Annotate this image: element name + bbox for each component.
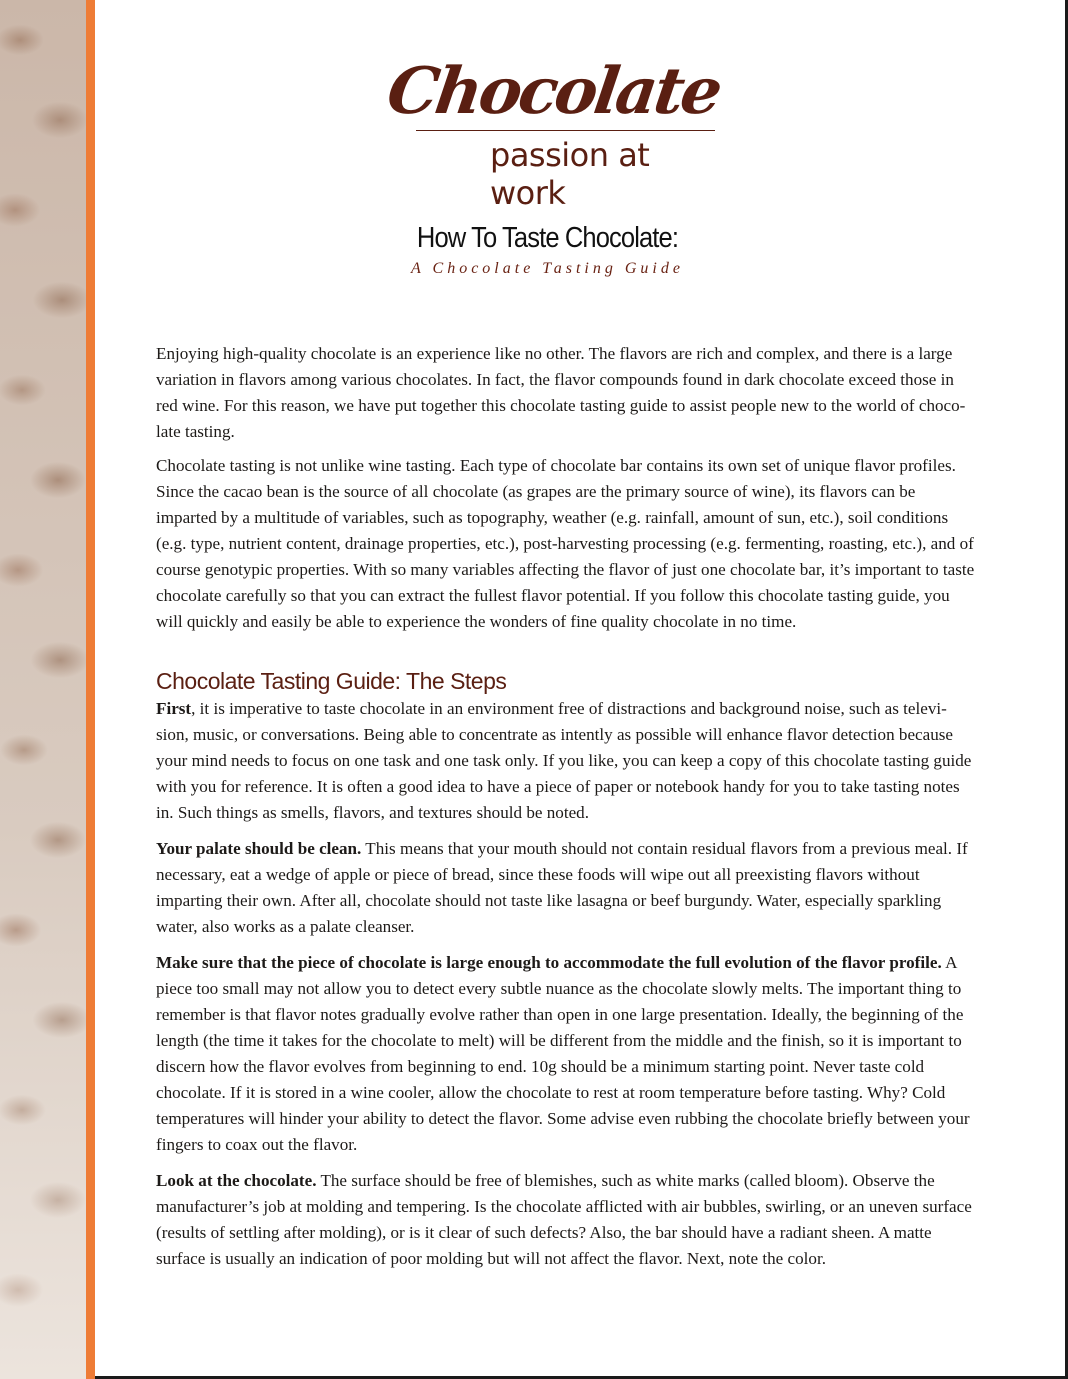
logo-wordmark: Chocolate	[382, 54, 725, 129]
step-text: This means that your mouth should not contain residual flavors from a previous meal. If necessary, eat a wedge of apple or piece of bread, since these foods will wipe out all preexisting flavors without imparting their own. After all, chocolate should not taste like lasagna or beef burgundy. Water, especially sparkling water, also works as a palate cleanser.	[156, 839, 968, 936]
step-paragraph-palate	[156, 836, 976, 940]
section-heading: Chocolate Tasting Guide: The Steps	[156, 668, 507, 694]
logo-divider	[416, 130, 715, 131]
page-title: How To Taste Chocolate:	[416, 222, 679, 254]
orange-accent-bar	[86, 0, 95, 1379]
step-lead: Make sure that the piece of chocolate is large enough to accommodate the full evolution of the flavor profile.	[156, 953, 942, 972]
step-text: The surface should be free of blemishes, such as white marks (called bloom). Observe the manufacturer’s job at molding and tempering. Is the chocolate afflicted with air bubbles, swirling, or an uneven surface (results of settling after molding), or is it clear of such defects? Also, the bar should have a radiant sheen. A matte surface is usually an indication of poor molding but will not affect the flavor. Next, note the color.	[156, 1171, 972, 1268]
step-lead: Look at the chocolate.	[156, 1171, 317, 1190]
step-paragraph-look	[156, 1168, 976, 1272]
step-paragraph-first	[156, 696, 976, 826]
step-lead: Your palate should be clean.	[156, 839, 362, 858]
page-subtitle: A Chocolate Tasting Guide	[411, 260, 684, 277]
step-paragraph-size	[156, 950, 976, 1158]
intro-paragraph-2: Chocolate tasting is not unlike wine tasting. Each type of chocolate bar contains its own set of unique flavor profiles. Since the cacao bean is the source of all chocolate (as grapes are the primary source of wine), its flavors can be imparted by a multitude of variables, such as topography, weather (e.g. rainfall, amount of sun, etc.), soil conditions (e.g. type, nutrient content, drainage properties, etc.), post-harvesting processing (e.g. fermenting, roasting, etc.), and of course genotypic properties. With so many variables affecting the flavor of just one chocolate bar, it’s important to taste chocolate carefully so that you can extract the fullest flavor potential. If you follow this chocolate tasting guide, you will quickly and easily be able to experience the wonders of fine quality chocolate in no time.	[156, 456, 975, 631]
article-body	[156, 341, 976, 1280]
chocolate-logo	[380, 50, 725, 212]
logo-tagline: passion at work	[490, 136, 650, 212]
cocoa-bean-background-strip	[0, 0, 86, 1379]
intro-paragraph-1: Enjoying high-quality chocolate is an experience like no other. The flavors are rich and complex, and there is a large variation in flavors among various chocolates. In fact, the flavor compounds found in dark chocolate exceed those in red wine. For this reason, we have put together this chocolate tasting guide to assist people new to the world of choco-late tasting.	[156, 344, 966, 441]
step-text: A piece too small may not allow you to detect every subtle nuance as the chocolate slowly melts. The important thing to remember is that flavor notes gradually evolve rather than open in one large presentation. Ideally, the beginning of the length (the time it takes for the chocolate to melt) will be different from the middle and the finish, so it is important to discern how the flavor evolves from beginning to end. 10g should be a minimum starting point. Never taste cold chocolate. If it is stored in a wine cooler, allow the chocolate to rest at room temperature before tasting. Why? Cold temperatures will hinder your ability to detect the flavor. Some advise even rubbing the chocolate briefly between your fingers to coax out the flavor.	[156, 953, 970, 1154]
step-text: , it is imperative to taste chocolate in an environment free of distractions and background noise, such as televi-sion, music, or conversations. Being able to concentrate as intently as possible will enhance flavor detection because your mind needs to focus on one task and one task only. If you like, you can keep a copy of this chocolate tasting guide with you for reference. It is often a good idea to have a piece of paper or notebook handy for you to take tasting notes in. Such things as smells, flavors, and textures should be noted.	[156, 699, 972, 822]
step-lead: First	[156, 699, 192, 718]
